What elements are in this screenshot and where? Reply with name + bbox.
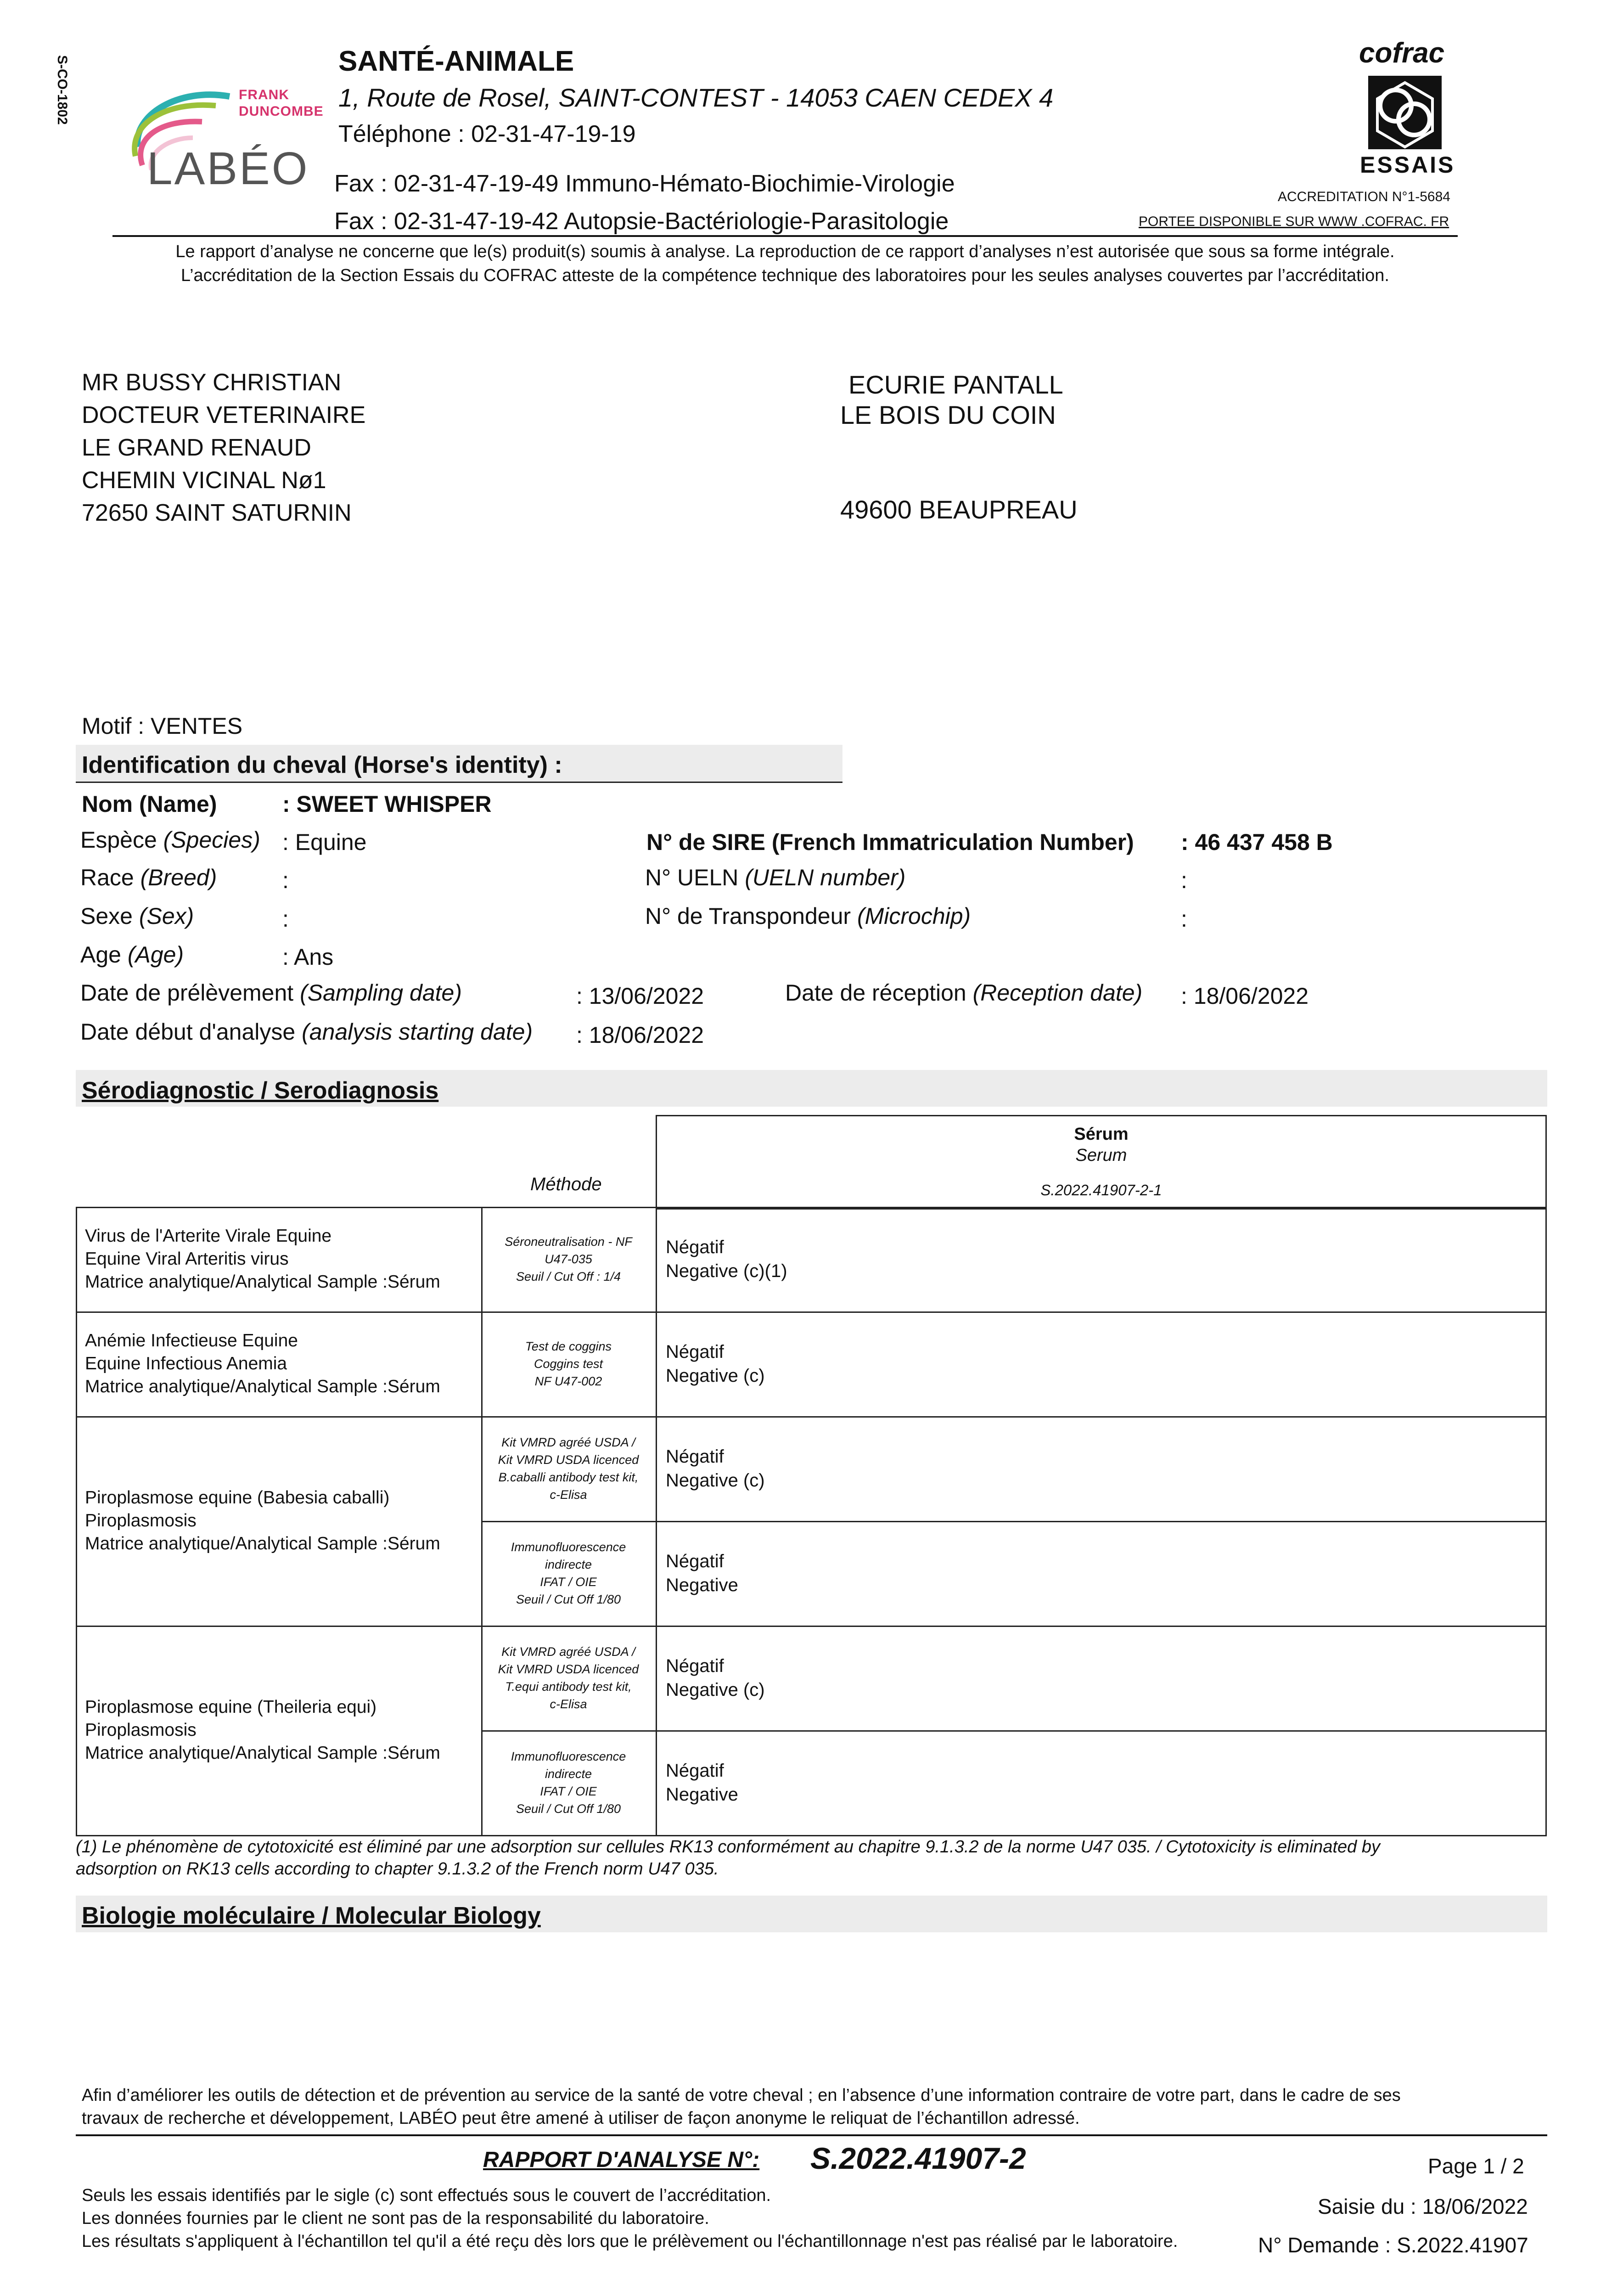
cofrac-essais-text: ESSAIS bbox=[1360, 152, 1455, 178]
method-text: Seuil / Cut Off 1/80 bbox=[516, 1802, 621, 1816]
logo-text-labeo: LABÉO bbox=[147, 143, 309, 194]
ueln-label bbox=[645, 864, 905, 891]
research-notice-line: travaux de recherche et développement, LABÉO peut être amené à utiliser de façon anonyme le reliquat de l’échantillon adressé. bbox=[82, 2109, 1080, 2128]
request-number: N° Demande : S.2022.41907 bbox=[1258, 2233, 1528, 2257]
method-text: Immunofluorescence bbox=[511, 1540, 626, 1554]
column-border bbox=[76, 1207, 77, 1836]
species-value: : Equine bbox=[282, 829, 367, 855]
identity-section-title: Identification du cheval (Horse's identity) : bbox=[82, 752, 562, 778]
sampling-date-label bbox=[80, 979, 462, 1006]
species-label bbox=[80, 827, 260, 853]
age-label bbox=[80, 941, 184, 968]
method-text: c-Elisa bbox=[550, 1488, 587, 1502]
sex-label-en: (Sex) bbox=[139, 903, 194, 929]
document-code: S-CO-1802 bbox=[55, 55, 70, 125]
disclaimer-line-2: L’accréditation de la Section Essais du COFRAC atteste de la compétence technique des laboratoires pour les seules analyses couvertes par l’accréditation. bbox=[181, 266, 1389, 285]
serum-column-header bbox=[656, 1115, 1547, 1210]
method-text: Kit VMRD USDA licenced bbox=[498, 1662, 639, 1676]
result-text: Négatif bbox=[666, 1761, 724, 1781]
report-number-label: RAPPORT D'ANALYSE N°: bbox=[483, 2148, 760, 2172]
reception-date-value: : 18/06/2022 bbox=[1181, 983, 1309, 1009]
method-text: B.caballi antibody test kit, bbox=[498, 1470, 639, 1484]
lab-fax-1: Fax : 02-31-47-19-49 Immuno-Hémato-Biochimie-Virologie bbox=[334, 170, 955, 197]
result-text: Négatif bbox=[666, 1446, 724, 1467]
report-number: S.2022.41907-2 bbox=[810, 2141, 1026, 2175]
recipient-line: MR BUSSY CHRISTIAN bbox=[82, 369, 342, 396]
result-text: Négatif bbox=[666, 1237, 724, 1257]
result-text: Negative bbox=[666, 1575, 738, 1595]
header-divider bbox=[112, 235, 1458, 237]
molecular-section-title: Biologie moléculaire / Molecular Biology bbox=[82, 1902, 541, 1929]
result-text: Negative (c)(1) bbox=[666, 1261, 787, 1281]
column-border bbox=[481, 1207, 483, 1836]
method-text: Seuil / Cut Off 1/80 bbox=[516, 1593, 621, 1606]
table-row bbox=[76, 1311, 1545, 1416]
footer-note-line: Les résultats s'appliquent à l'échantillon tel qu'il a été reçu dès lors que le prélèvement ou l'échantillonnage n'est pas réalisé par le laboratoire. bbox=[82, 2232, 1178, 2251]
research-notice bbox=[82, 2084, 1546, 2130]
recipient-line: LE GRAND RENAUD bbox=[82, 434, 311, 461]
serology-section-title: Sérodiagnostic / Serodiagnosis bbox=[82, 1077, 439, 1104]
sire-value: : 46 437 458 B bbox=[1181, 829, 1333, 855]
sex-value: : bbox=[282, 906, 289, 932]
lab-address: 1, Route de Rosel, SAINT-CONTEST - 14053 CAEN CEDEX 4 bbox=[338, 83, 1054, 112]
lab-phone: Téléphone : 02-31-47-19-19 bbox=[338, 121, 636, 147]
owner-city: 49600 BEAUPREAU bbox=[840, 495, 1078, 524]
reception-date-label bbox=[785, 979, 1142, 1006]
analysis-start-label-fr: Date début d'analyse bbox=[80, 1019, 302, 1045]
sample-id: S.2022.41907-2-1 bbox=[1040, 1182, 1162, 1199]
identity-divider bbox=[76, 782, 842, 783]
ueln-value: : bbox=[1181, 867, 1187, 893]
sub-row-border bbox=[481, 1521, 1547, 1522]
report-disclaimer bbox=[112, 240, 1458, 287]
lab-name: SANTÉ-ANIMALE bbox=[338, 45, 574, 77]
method-column-title: Méthode bbox=[530, 1174, 602, 1194]
footnote-line: adsorption on RK13 cells according to chapter 9.1.3.2 of the French norm U47 035. bbox=[76, 1859, 719, 1879]
accreditation-number: ACCREDITATION N°1-5684 bbox=[1278, 189, 1450, 204]
analysis-start-label bbox=[80, 1019, 533, 1045]
method-text: Test de coggins bbox=[525, 1339, 612, 1353]
breed-label bbox=[80, 864, 217, 891]
logo-text-frank: FRANK bbox=[239, 87, 289, 102]
result-text: Negative bbox=[666, 1784, 738, 1805]
microchip-label-fr: N° de Transpondeur bbox=[645, 903, 857, 929]
ueln-label-en: (UELN number) bbox=[745, 865, 906, 890]
result-text: Négatif bbox=[666, 1656, 724, 1676]
analysis-name: Piroplasmose equine (Theileria equi) bbox=[85, 1697, 377, 1717]
analysis-name: Equine Infectious Anemia bbox=[85, 1354, 287, 1373]
method-text: T.equi antibody test kit, bbox=[505, 1680, 632, 1694]
analysis-name: Piroplasmose equine (Babesia caballi) bbox=[85, 1488, 390, 1508]
analysis-name: Matrice analytique/Analytical Sample :Sérum bbox=[85, 1743, 440, 1763]
analysis-name: Piroplasmosis bbox=[85, 1720, 197, 1740]
cofrac-logo bbox=[1354, 37, 1465, 184]
sampling-date-label-en: (Sampling date) bbox=[300, 980, 462, 1006]
microchip-label-en: (Microchip) bbox=[857, 903, 971, 929]
sampling-date-value: : 13/06/2022 bbox=[576, 983, 704, 1009]
result-text: Négatif bbox=[666, 1551, 724, 1571]
page-number: Page 1 / 2 bbox=[1428, 2154, 1524, 2178]
entry-date: Saisie du : 18/06/2022 bbox=[1318, 2195, 1528, 2218]
method-text: Kit VMRD agréé USDA / bbox=[501, 1645, 635, 1659]
owner-address-line: LE BOIS DU COIN bbox=[840, 400, 1056, 429]
sampling-date-label-fr: Date de prélèvement bbox=[80, 980, 300, 1006]
sub-row-border bbox=[481, 1730, 1547, 1732]
column-border bbox=[1545, 1207, 1547, 1836]
method-text: indirecte bbox=[545, 1767, 592, 1781]
analysis-name: Equine Viral Arteritis virus bbox=[85, 1249, 289, 1269]
disclaimer-line-1: Le rapport d’analyse ne concerne que le(s) produit(s) soumis à analyse. La reproduction de ce rapport d’analyses n’est autorisée que sous sa forme intégrale. bbox=[175, 242, 1395, 261]
analysis-start-value: : 18/06/2022 bbox=[576, 1022, 704, 1048]
analysis-name: Matrice analytique/Analytical Sample :Sérum bbox=[85, 1272, 440, 1292]
ueln-label-fr: N° UELN bbox=[645, 865, 745, 890]
cofrac-link[interactable]: PORTEE DISPONIBLE SUR WWW .COFRAC. FR bbox=[1139, 214, 1449, 229]
species-label-fr: Espèce bbox=[80, 827, 163, 853]
reception-date-label-en: (Reception date) bbox=[972, 980, 1143, 1006]
method-text: Immunofluorescence bbox=[511, 1750, 626, 1763]
request-motive: Motif : VENTES bbox=[82, 713, 243, 739]
method-text: c-Elisa bbox=[550, 1697, 587, 1711]
method-text: NF U47-002 bbox=[534, 1374, 602, 1388]
analysis-name: Virus de l'Arterite Virale Equine bbox=[85, 1226, 332, 1246]
lab-fax-2: Fax : 02-31-47-19-42 Autopsie-Bactériologie-Parasitologie bbox=[334, 208, 949, 235]
method-text: Kit VMRD agréé USDA / bbox=[501, 1435, 635, 1449]
footnote-line: (1) Le phénomène de cytotoxicité est éliminé par une adsorption sur cellules RK13 conformément au chapitre 9.1.3.2 de la norme U47 035. / Cytotoxicity is eliminated by bbox=[76, 1837, 1380, 1857]
recipient-address bbox=[82, 366, 365, 529]
result-text: Negative (c) bbox=[666, 1470, 765, 1491]
horse-name-label: Nom (Name) bbox=[82, 791, 217, 817]
recipient-line: DOCTEUR VETERINAIRE bbox=[82, 402, 366, 428]
horse-name-value: : SWEET WHISPER bbox=[282, 791, 492, 817]
recipient-line: CHEMIN VICINAL Nø1 bbox=[82, 467, 326, 494]
owner-name: ECURIE PANTALL bbox=[848, 370, 1063, 399]
microchip-label bbox=[645, 903, 971, 929]
footer-note-line: Seuls les essais identifiés par le sigle (c) sont effectués sous le couvert de l’accréditation. bbox=[82, 2186, 771, 2205]
footer-notes bbox=[82, 2184, 1178, 2253]
method-text: Seuil / Cut Off : 1/4 bbox=[516, 1270, 621, 1283]
method-text: IFAT / OIE bbox=[540, 1784, 597, 1798]
logo-text-duncombe: DUNCOMBE bbox=[239, 104, 324, 119]
result-text: Négatif bbox=[666, 1342, 724, 1362]
method-text: indirecte bbox=[545, 1558, 592, 1571]
recipient-line: 72650 SAINT SATURNIN bbox=[82, 500, 352, 526]
sire-label: N° de SIRE (French Immatriculation Number) bbox=[646, 829, 1134, 855]
analysis-name: Matrice analytique/Analytical Sample :Sérum bbox=[85, 1534, 440, 1553]
footer-note-line: Les données fournies par le client ne sont pas de la responsabilité du laboratoire. bbox=[82, 2209, 709, 2228]
age-label-fr: Age bbox=[80, 942, 128, 968]
age-label-en: (Age) bbox=[127, 942, 184, 968]
cofrac-emblem-icon bbox=[1364, 73, 1446, 152]
footer-divider bbox=[76, 2134, 1547, 2136]
method-text: Séroneutralisation - NF bbox=[505, 1235, 632, 1249]
cofrac-logo-text: cofrac bbox=[1359, 37, 1445, 69]
serum-column-subtitle: Serum bbox=[1075, 1146, 1127, 1165]
breed-value: : bbox=[282, 867, 289, 893]
analysis-name: Piroplasmosis bbox=[85, 1511, 197, 1531]
species-label-en: (Species) bbox=[163, 827, 260, 853]
analysis-start-label-en: (analysis starting date) bbox=[302, 1019, 533, 1045]
sex-label-fr: Sexe bbox=[80, 903, 139, 929]
reception-date-label-fr: Date de réception bbox=[785, 980, 973, 1006]
method-text: U47-035 bbox=[545, 1252, 592, 1266]
method-text: Kit VMRD USDA licenced bbox=[498, 1453, 639, 1467]
analysis-name: Anémie Infectieuse Equine bbox=[85, 1331, 298, 1351]
column-border bbox=[656, 1207, 657, 1836]
age-value: : Ans bbox=[282, 944, 334, 970]
analysis-name: Matrice analytique/Analytical Sample :Sérum bbox=[85, 1377, 440, 1396]
serum-column-title: Sérum bbox=[1074, 1125, 1129, 1144]
table-row bbox=[76, 1207, 1545, 1311]
result-text: Negative (c) bbox=[666, 1366, 765, 1386]
microchip-value: : bbox=[1181, 906, 1187, 932]
research-notice-line: Afin d’améliorer les outils de détection et de prévention au service de la santé de votre cheval ; en l’absence d’une information contraire de votre part, dans le cadre de ses bbox=[82, 2086, 1401, 2105]
method-text: IFAT / OIE bbox=[540, 1575, 597, 1589]
breed-label-fr: Race bbox=[80, 865, 140, 890]
sex-label bbox=[80, 903, 194, 929]
result-text: Negative (c) bbox=[666, 1680, 765, 1700]
labeo-logo bbox=[124, 78, 324, 197]
breed-label-en: (Breed) bbox=[140, 865, 217, 890]
serology-footnote bbox=[76, 1836, 1550, 1880]
method-text: Coggins test bbox=[534, 1357, 603, 1371]
